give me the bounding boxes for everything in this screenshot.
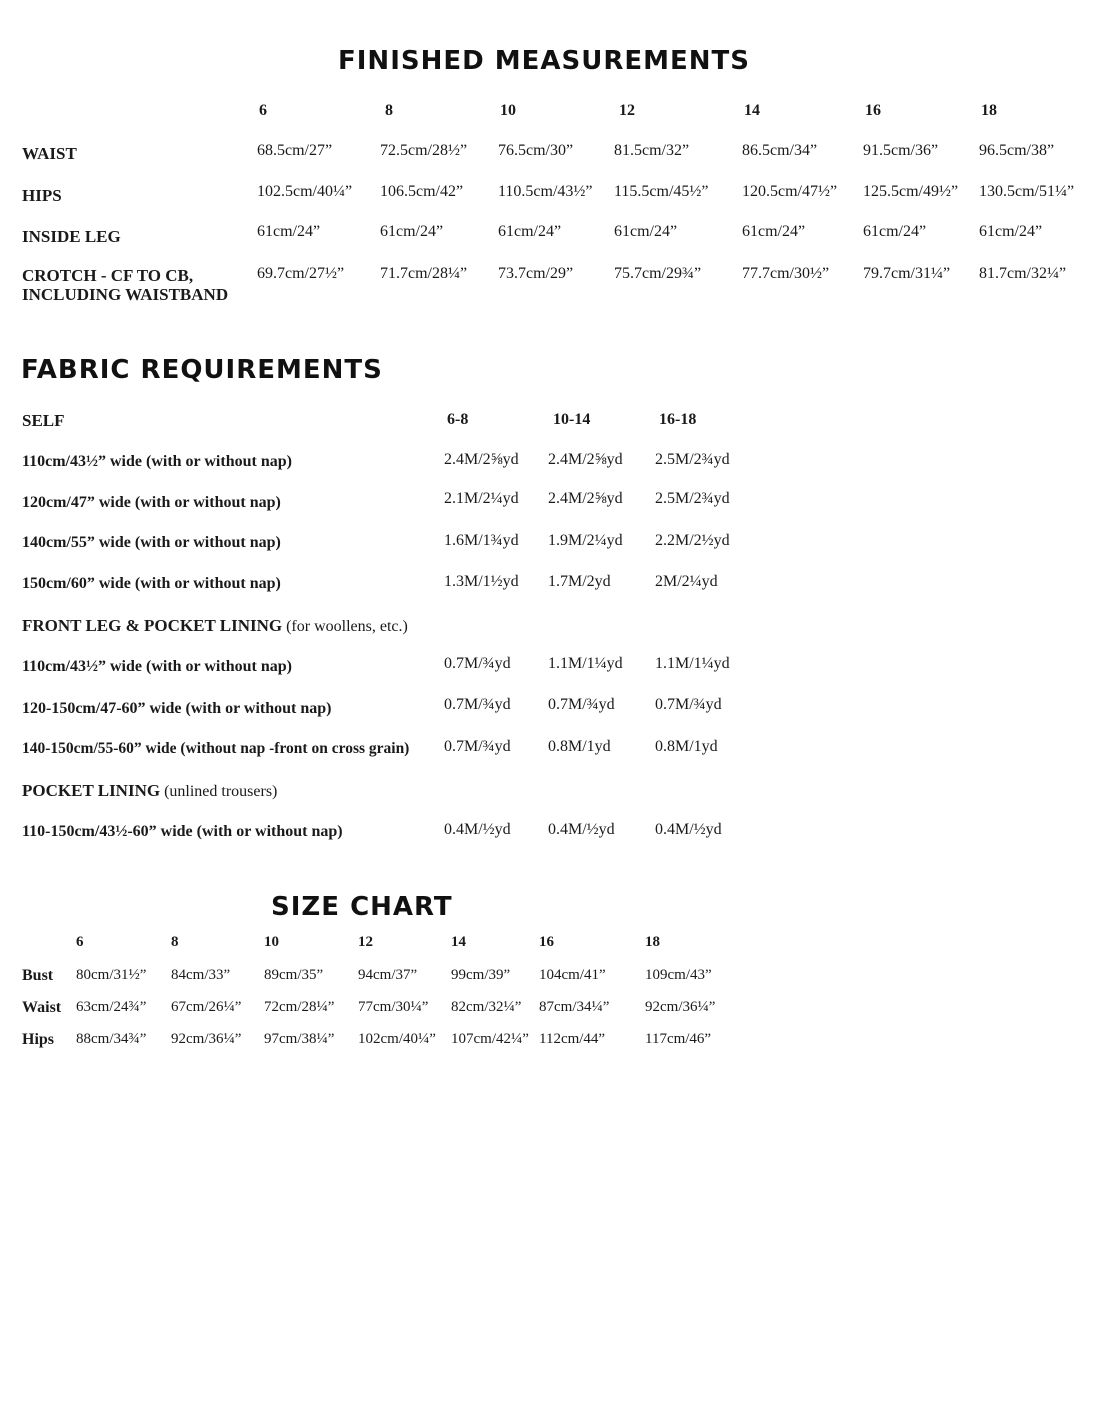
fabric-cell: 2.4M/2⅝yd bbox=[548, 451, 623, 468]
fabric-cell: 0.7M/¾yd bbox=[444, 696, 511, 713]
fabric-row-label: 140-150cm/55-60” wide (without nap -front on cross grain) bbox=[22, 740, 410, 757]
fm-cell: 61cm/24” bbox=[257, 223, 321, 240]
fabric-front-note: (for woollens, etc.) bbox=[286, 618, 408, 635]
fabric-cell: 1.9M/2¼yd bbox=[548, 532, 623, 549]
fabric-group-header: 16-18 bbox=[659, 411, 697, 428]
fm-cell: 96.5cm/38” bbox=[979, 142, 1055, 159]
fabric-cell: 0.7M/¾yd bbox=[444, 738, 511, 755]
sc-cell: 92cm/36¼” bbox=[171, 1031, 242, 1047]
fm-cell: 86.5cm/34” bbox=[742, 142, 818, 159]
fm-cell: 77.7cm/30½” bbox=[742, 265, 830, 282]
fm-row-label-waist: WAIST bbox=[22, 144, 77, 163]
fm-cell: 72.5cm/28½” bbox=[380, 142, 468, 159]
fm-cell: 91.5cm/36” bbox=[863, 142, 939, 159]
sc-cell: 94cm/37” bbox=[358, 967, 418, 983]
fm-cell: 73.7cm/29” bbox=[498, 265, 574, 282]
sc-cell: 89cm/35” bbox=[264, 967, 324, 983]
fm-cell: 61cm/24” bbox=[498, 223, 562, 240]
fm-cell: 115.5cm/45½” bbox=[614, 183, 709, 200]
fm-cell: 75.7cm/29¾” bbox=[614, 265, 702, 282]
fm-cell: 68.5cm/27” bbox=[257, 142, 333, 159]
fm-size-header: 10 bbox=[500, 102, 516, 119]
sc-cell: 84cm/33” bbox=[171, 967, 231, 983]
fabric-cell: 0.4M/½yd bbox=[548, 821, 615, 838]
fm-cell: 81.7cm/32¼” bbox=[979, 265, 1067, 282]
fm-row-label-inside-leg: INSIDE LEG bbox=[22, 227, 121, 246]
fm-size-header: 14 bbox=[744, 102, 760, 119]
fm-cell: 61cm/24” bbox=[863, 223, 927, 240]
fabric-cell: 1.6M/1¾yd bbox=[444, 532, 519, 549]
sc-size-header: 18 bbox=[645, 934, 660, 950]
sc-cell: 82cm/32¼” bbox=[451, 999, 522, 1015]
fabric-row-label: 110cm/43½” wide (with or without nap) bbox=[22, 453, 292, 470]
fm-size-header: 16 bbox=[865, 102, 881, 119]
fabric-row-label: 110cm/43½” wide (with or without nap) bbox=[22, 658, 292, 675]
sc-cell: 99cm/39” bbox=[451, 967, 511, 983]
sc-cell: 63cm/24¾” bbox=[76, 999, 147, 1015]
fm-row-label-hips: HIPS bbox=[22, 186, 62, 205]
fm-cell: 120.5cm/47½” bbox=[742, 183, 838, 200]
fabric-cell: 0.7M/¾yd bbox=[444, 655, 511, 672]
sc-size-header: 8 bbox=[171, 934, 179, 950]
fm-cell: 61cm/24” bbox=[614, 223, 678, 240]
fabric-row-label: 140cm/55” wide (with or without nap) bbox=[22, 534, 281, 551]
fm-cell: 81.5cm/32” bbox=[614, 142, 690, 159]
fabric-cell: 0.8M/1yd bbox=[655, 738, 718, 755]
sc-cell: 112cm/44” bbox=[539, 1031, 606, 1047]
fm-size-header: 18 bbox=[981, 102, 997, 119]
sc-row-label-waist: Waist bbox=[22, 999, 62, 1016]
fm-cell: 106.5cm/42” bbox=[380, 183, 464, 200]
fabric-cell: 2.5M/2¾yd bbox=[655, 490, 730, 507]
sc-cell: 107cm/42¼” bbox=[451, 1031, 529, 1047]
sc-cell: 109cm/43” bbox=[645, 967, 712, 983]
fm-cell: 61cm/24” bbox=[742, 223, 806, 240]
fm-cell: 76.5cm/30” bbox=[498, 142, 574, 159]
sc-row-label-hips: Hips bbox=[22, 1031, 55, 1048]
fm-size-header: 12 bbox=[619, 102, 635, 119]
sc-cell: 104cm/41” bbox=[539, 967, 606, 983]
fabric-row-label: 120cm/47” wide (with or without nap) bbox=[22, 494, 281, 511]
fabric-cell: 0.7M/¾yd bbox=[548, 696, 615, 713]
sc-cell: 88cm/34¾” bbox=[76, 1031, 147, 1047]
fabric-self-label: SELF bbox=[22, 411, 65, 430]
sc-cell: 72cm/28¼” bbox=[264, 999, 335, 1015]
fabric-cell: 0.8M/1yd bbox=[548, 738, 611, 755]
sc-cell: 92cm/36¼” bbox=[645, 999, 716, 1015]
fm-cell: 61cm/24” bbox=[979, 223, 1043, 240]
fm-row-label-crotch-line2: INCLUDING WAISTBAND bbox=[22, 285, 229, 304]
fabric-cell: 1.1M/1¼yd bbox=[548, 655, 623, 672]
fm-size-header: 8 bbox=[385, 102, 393, 119]
fabric-pocket-note: (unlined trousers) bbox=[164, 783, 278, 800]
sc-cell: 117cm/46” bbox=[645, 1031, 712, 1047]
fabric-group-header: 6-8 bbox=[447, 411, 469, 428]
sc-cell: 80cm/31½” bbox=[76, 967, 147, 983]
sc-cell: 67cm/26¼” bbox=[171, 999, 242, 1015]
sc-cell: 77cm/30¼” bbox=[358, 999, 429, 1015]
fabric-cell: 0.4M/½yd bbox=[444, 821, 511, 838]
sc-size-header: 16 bbox=[539, 934, 554, 950]
fabric-pocket-label: POCKET LINING bbox=[22, 781, 161, 800]
fm-cell: 130.5cm/51¼” bbox=[979, 183, 1075, 200]
fabric-cell: 1.7M/2yd bbox=[548, 573, 611, 590]
fabric-cell: 2M/2¼yd bbox=[655, 573, 718, 590]
fm-cell: 71.7cm/28¼” bbox=[380, 265, 468, 282]
fabric-cell: 1.3M/1½yd bbox=[444, 573, 519, 590]
sc-size-header: 6 bbox=[76, 934, 84, 950]
size-chart-title: SIZE CHART bbox=[271, 892, 453, 922]
fm-cell: 61cm/24” bbox=[380, 223, 444, 240]
sc-size-header: 10 bbox=[264, 934, 279, 950]
fm-row-label-crotch: CROTCH - CF TO CB, bbox=[22, 266, 194, 285]
fabric-cell: 0.7M/¾yd bbox=[655, 696, 722, 713]
fabric-cell: 1.1M/1¼yd bbox=[655, 655, 730, 672]
fm-cell: 110.5cm/43½” bbox=[498, 183, 593, 200]
fabric-cell: 2.5M/2¾yd bbox=[655, 451, 730, 468]
fabric-row-label: 120-150cm/47-60” wide (with or without nap) bbox=[22, 700, 332, 717]
fabric-requirements-title: FABRIC REQUIREMENTS bbox=[21, 355, 383, 385]
fabric-row-label: 150cm/60” wide (with or without nap) bbox=[22, 575, 281, 592]
fabric-pocket-heading bbox=[22, 781, 277, 801]
fm-size-header: 6 bbox=[259, 102, 267, 119]
fm-cell: 69.7cm/27½” bbox=[257, 265, 345, 282]
fabric-cell: 2.2M/2½yd bbox=[655, 532, 730, 549]
sc-size-header: 14 bbox=[451, 934, 466, 950]
finished-measurements-title: FINISHED MEASUREMENTS bbox=[338, 46, 750, 76]
fabric-cell: 2.4M/2⅝yd bbox=[548, 490, 623, 507]
sc-cell: 102cm/40¼” bbox=[358, 1031, 436, 1047]
fabric-cell: 0.4M/½yd bbox=[655, 821, 722, 838]
fabric-row-label: 110-150cm/43½-60” wide (with or without nap) bbox=[22, 823, 343, 840]
sc-size-header: 12 bbox=[358, 934, 373, 950]
fabric-front-heading bbox=[22, 616, 408, 636]
fabric-cell: 2.4M/2⅝yd bbox=[444, 451, 519, 468]
sc-row-label-bust: Bust bbox=[22, 967, 54, 984]
fm-cell: 102.5cm/40¼” bbox=[257, 183, 353, 200]
fm-cell: 79.7cm/31¼” bbox=[863, 265, 951, 282]
sc-cell: 87cm/34¼” bbox=[539, 999, 610, 1015]
fabric-front-label: FRONT LEG & POCKET LINING bbox=[22, 616, 283, 635]
fabric-cell: 2.1M/2¼yd bbox=[444, 490, 519, 507]
fabric-group-header: 10-14 bbox=[553, 411, 591, 428]
sc-cell: 97cm/38¼” bbox=[264, 1031, 335, 1047]
fm-cell: 125.5cm/49½” bbox=[863, 183, 959, 200]
